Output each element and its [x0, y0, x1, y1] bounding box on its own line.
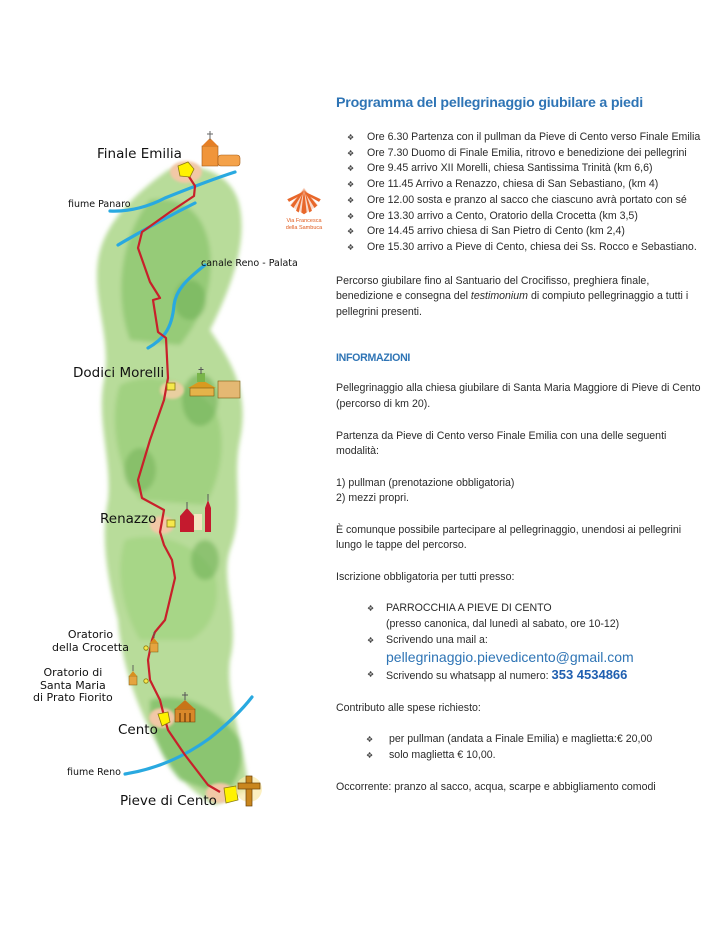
mail-label: Scrivendo una mail a:: [386, 633, 488, 646]
label-finale-emilia: Finale Emilia: [97, 146, 182, 162]
program-schedule: [336, 130, 706, 256]
schedule-item: ❖ Ore 12.00 sosta e pranzo al sacco che ciascuno avrà portato con sé: [336, 193, 706, 209]
label-pieve-di-cento: Pieve di Cento: [120, 793, 217, 809]
schedule-item: ❖ Ore 9.45 arrivo XII Morelli, chiesa Santissima Trinità (km 6,6): [336, 161, 706, 177]
cross-pieve-di-cento-icon: [236, 776, 262, 806]
program-text: [336, 93, 706, 811]
route-map: [0, 0, 330, 935]
marker-crocetta: [144, 646, 148, 650]
marker-prato-fiorito: [144, 679, 148, 683]
closing-paragraph: [336, 274, 706, 321]
info-intro: Pellegrinaggio alla chiesa giubilare di Santa Maria Maggiore di Pieve di Cento (percorso di km 20).: [336, 382, 701, 411]
email-link[interactable]: pellegrinaggio.pievedicento@gmail.com: [386, 649, 634, 666]
label-line: Oratorio: [67, 628, 114, 641]
logo-line-2: della Sambuca: [276, 225, 332, 232]
registration-intro: Iscrizione obbligatoria per tutti presso:: [336, 570, 515, 583]
label-fiume-panaro: fiume Panaro: [68, 199, 131, 210]
label-line: della Crocetta: [52, 640, 129, 654]
registration-whatsapp: [366, 667, 706, 685]
schedule-item: ❖ Ore 13.30 arrivo a Cento, Oratorio della Crocetta (km 3,5): [336, 209, 706, 225]
whatsapp-label: Scrivendo su whatsapp al numero:: [386, 670, 552, 683]
parish-hours: (presso canonica, dal lunedì al sabato, ore 10-12): [386, 617, 620, 630]
registration-email: [366, 633, 706, 668]
church-finale-emilia-icon: [202, 131, 240, 166]
departure-text: Partenza da Pieve di Cento verso Finale Emilia con una delle seguenti modalità:: [336, 429, 667, 458]
label-line: Santa Maria: [39, 678, 106, 692]
label-renazzo: Renazzo: [100, 511, 157, 527]
marker-pieve-di-cento: [224, 786, 238, 803]
label-canale-reno-palata: canale Reno - Palata: [201, 258, 298, 269]
needed-items: Occorrente: pranzo al sacco, acqua, scarpe e abbigliamento comodi: [336, 780, 656, 793]
schedule-item: ❖ Ore 6.30 Partenza con il pullman da Pieve di Cento verso Finale Emilia: [336, 130, 706, 146]
program-title: Programma del pellegrinaggio giubilare a piedi: [336, 95, 643, 111]
costs-intro: Contributo alle spese richiesto:: [336, 702, 481, 715]
logo-line-1: Via Francesca: [276, 218, 332, 225]
option-own-vehicle: 2) mezzi propri.: [336, 492, 409, 505]
cost-item: ❖ per pullman (andata a Finale Emilia) e maglietta:€ 20,00: [366, 732, 706, 748]
label-cento: Cento: [118, 722, 158, 738]
cost-item: ❖ solo maglietta € 10,00.: [366, 748, 706, 764]
marker-dodici-morelli: [167, 383, 175, 390]
closing-text: Percorso giubilare fino al Santuario del Crocifisso, preghiera finale, benedizione e consegna del: [336, 274, 650, 303]
label-fiume-reno: fiume Reno: [67, 767, 121, 778]
transport-options: [336, 476, 706, 507]
registration-list: [366, 601, 706, 685]
label-line: Oratorio di: [43, 666, 103, 679]
label-oratorio-crocetta: [52, 629, 129, 654]
costs-list: [366, 732, 706, 763]
closing-text-end: di compiuto pellegrinaggio a tutti i pellegrini presenti.: [336, 290, 689, 319]
label-oratorio-prato-fiorito: [33, 667, 113, 705]
label-line: di Prato Fiorito: [33, 691, 113, 704]
schedule-item: ❖ Ore 14.45 arrivo chiesa di San Pietro di Cento (km 2,4): [336, 224, 706, 240]
scallop-shell-icon: [286, 186, 322, 216]
schedule-item: ❖ Ore 11.45 Arrivo a Renazzo, chiesa di San Sebastiano, (km 4): [336, 177, 706, 193]
testimonium-term: testimonium: [470, 290, 528, 303]
option-bus: 1) pullman (prenotazione obbligatoria): [336, 476, 515, 489]
schedule-item: ❖ Ore 7.30 Duomo di Finale Emilia, ritrovo e benedizione dei pellegrini: [336, 146, 706, 162]
via-francesca-logo: [276, 186, 332, 232]
marker-renazzo: [167, 520, 175, 527]
schedule-item: ❖ Ore 15.30 arrivo a Pieve di Cento, chiesa dei Ss. Rocco e Sebastiano.: [336, 240, 706, 256]
registration-parish: [366, 601, 706, 632]
phone-number[interactable]: 353 4534866: [551, 667, 628, 683]
join-text: È comunque possibile partecipare al pellegrinaggio, unendosi ai pellegrini lungo le tappe del percorso.: [336, 523, 682, 552]
label-dodici-morelli: Dodici Morelli: [73, 365, 165, 381]
parish-name: PARROCCHIA A PIEVE DI CENTO: [386, 602, 552, 615]
info-heading: INFORMAZIONI: [336, 351, 411, 364]
